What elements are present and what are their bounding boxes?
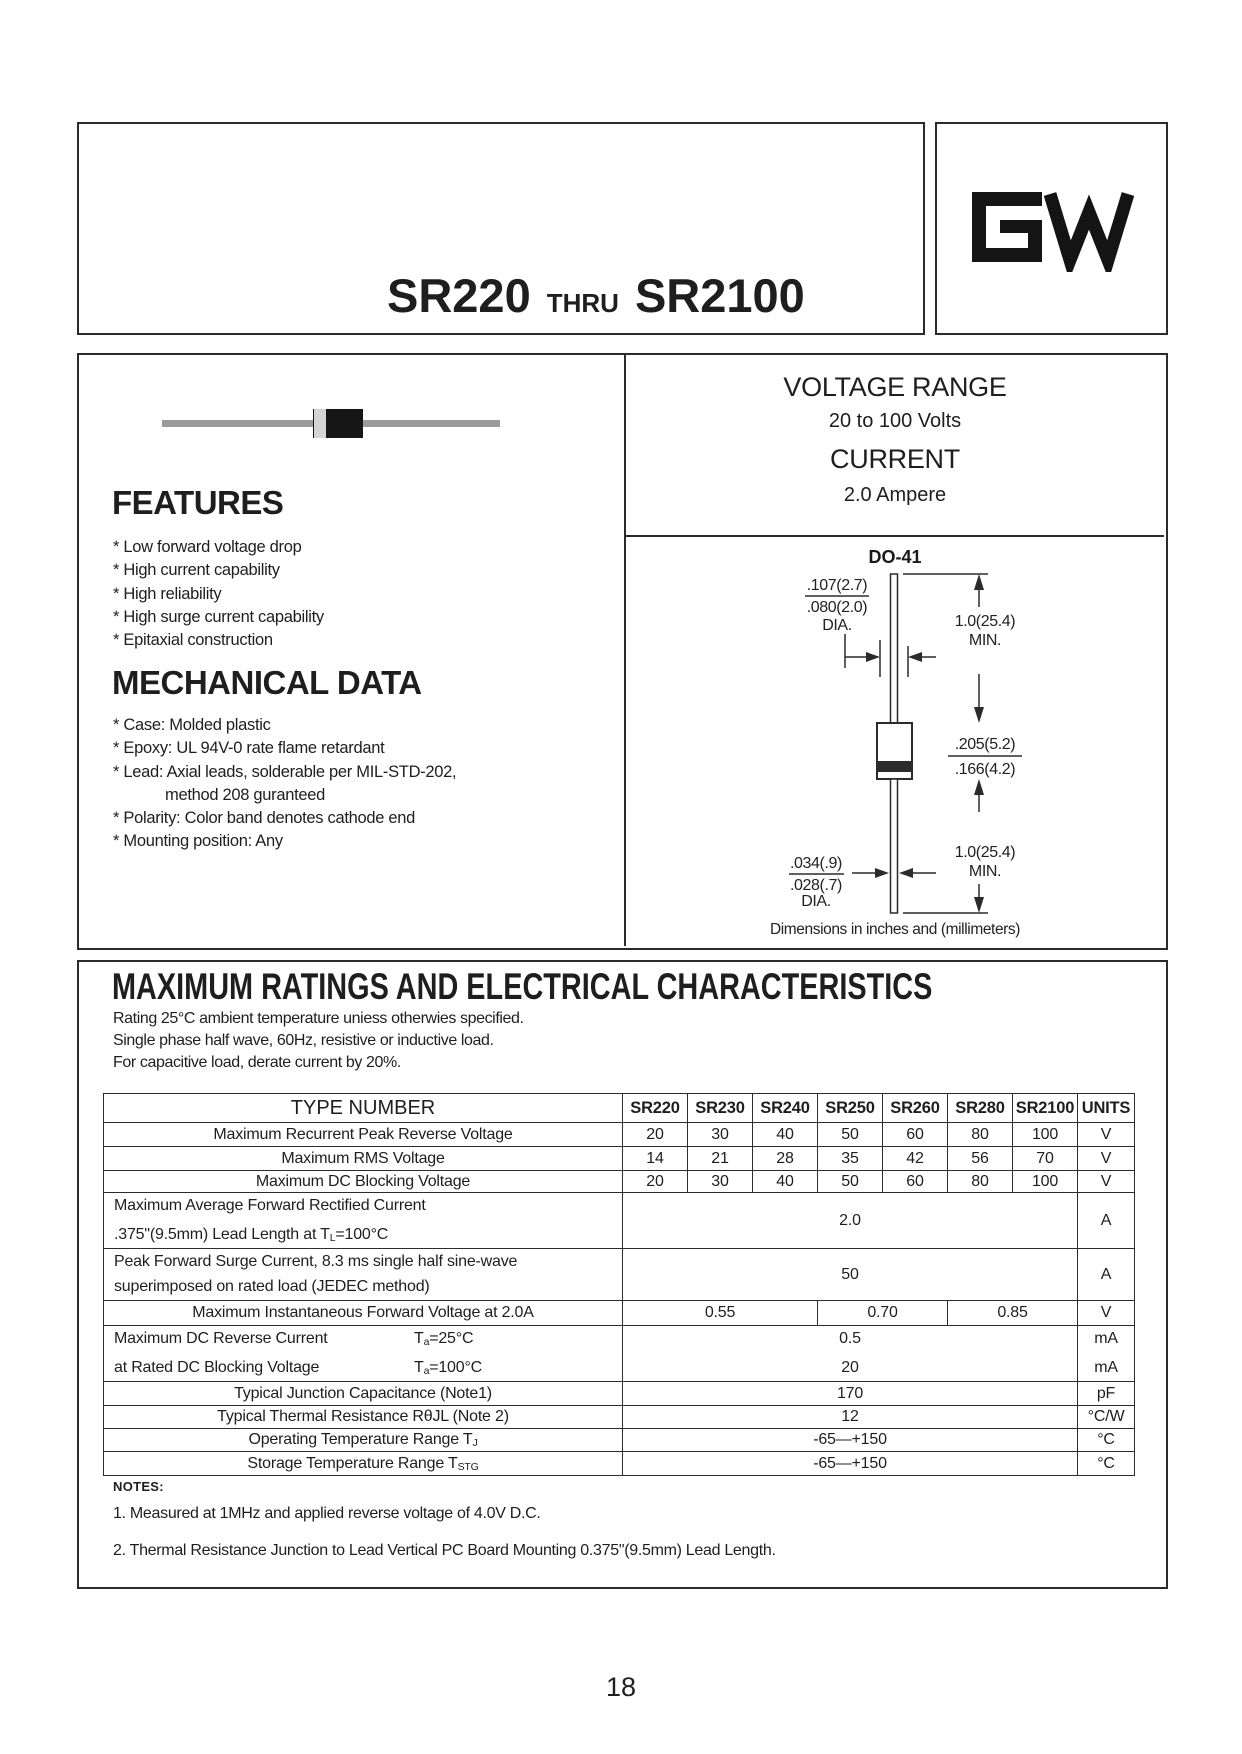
mechanical-item: * Polarity: Color band denotes cathode end — [113, 809, 416, 828]
spec-horizontal-divider — [626, 535, 1164, 537]
diagram-top-lead — [891, 574, 898, 723]
title-part-left: SR220 — [387, 269, 531, 322]
mechanical-item: * Epoxy: UL 94V-0 rate flame retardant — [113, 739, 385, 758]
feature-item: * High reliability — [113, 584, 222, 603]
table-row — [104, 1326, 1135, 1382]
unit-cell: A — [1078, 1193, 1135, 1249]
row-label: Maximum Average Forward Rectified Current .375"(9.5mm) Lead Length at TL=100°C — [104, 1193, 623, 1249]
value-cell: 35 — [818, 1147, 883, 1171]
mechanical-item: * Case: Molded plastic — [113, 716, 271, 734]
unit-cell: A — [1078, 1249, 1135, 1301]
value-cell: 0.55 — [623, 1301, 818, 1326]
feature-item: * High current capability — [113, 561, 280, 580]
value-cell: 0.5 20 — [623, 1326, 1078, 1382]
row-label: Typical Junction Capacitance (Note1) — [104, 1382, 623, 1406]
mechanical-heading: MECHANICAL DATA — [112, 664, 422, 701]
title-thru-label: THRU — [546, 288, 619, 318]
ratings-table — [103, 1093, 1135, 1476]
gw-logo-icon — [952, 172, 1137, 272]
value-cell: 12 — [623, 1406, 1078, 1429]
value-cell: 20 — [623, 1171, 688, 1193]
value-cell: 70 — [1013, 1147, 1078, 1171]
table-row — [104, 1452, 1135, 1476]
value-cell: 30 — [688, 1171, 753, 1193]
value-cell: 30 — [688, 1123, 753, 1147]
body-length-min: .166(4.2) — [954, 761, 1016, 778]
rating-conditions — [113, 1008, 524, 1074]
value-cell: 20 — [623, 1123, 688, 1147]
value-cell: 0.85 — [948, 1301, 1078, 1326]
table-row — [104, 1301, 1135, 1326]
value-cell: 100 — [1013, 1171, 1078, 1193]
top-lead-diameter-min: .080(2.0) — [806, 599, 868, 616]
table-row — [104, 1249, 1135, 1301]
mechanical-list — [113, 714, 456, 854]
row-label: Storage Temperature Range TSTG — [104, 1452, 623, 1476]
value-cell: 21 — [688, 1147, 753, 1171]
table-row — [104, 1382, 1135, 1406]
value-cell: 60 — [883, 1123, 948, 1147]
column-header: SR240 — [753, 1094, 818, 1123]
unit-cell: °C — [1078, 1452, 1135, 1476]
value-cell: 28 — [753, 1147, 818, 1171]
value-cell: 60 — [883, 1171, 948, 1193]
mechanical-item: * Mounting position: Any — [113, 832, 283, 851]
lower-lead-length-value: 1.0(25.4) — [954, 844, 1016, 861]
condition-line: For capacitive load, derate current by 20%. — [113, 1054, 401, 1071]
notes-heading: NOTES: — [113, 1479, 164, 1494]
table-row — [104, 1147, 1135, 1171]
unit-cell: pF — [1078, 1382, 1135, 1406]
ratings-heading: MAXIMUM RATINGS AND ELECTRICAL CHARACTERISTICS — [112, 966, 933, 1007]
row-label: Peak Forward Surge Current, 8.3 ms single half sine-wave superimposed on rated load (JEDEC method) — [104, 1249, 623, 1301]
unit-cell: V — [1078, 1171, 1135, 1193]
title-box — [77, 122, 925, 335]
table-row — [104, 1123, 1135, 1147]
table-row — [104, 1193, 1135, 1249]
feature-item: * Epitaxial construction — [113, 631, 273, 650]
row-label: Typical Thermal Resistance RθJL (Note 2) — [104, 1406, 623, 1429]
row-label: Operating Temperature Range TJ — [104, 1429, 623, 1452]
note-item: 1. Measured at 1MHz and applied reverse voltage of 4.0V D.C. — [113, 1505, 541, 1522]
value-cell: 50 — [818, 1171, 883, 1193]
value-cell: 50 — [623, 1249, 1078, 1301]
value-cell: 170 — [623, 1382, 1078, 1406]
condition-line: Single phase half wave, 60Hz, resistive or inductive load. — [113, 1032, 494, 1049]
feature-item: * Low forward voltage drop — [113, 538, 302, 556]
package-diagram — [625, 540, 1170, 945]
unit-cell: V — [1078, 1301, 1135, 1326]
product-title — [387, 268, 805, 323]
table-row — [104, 1171, 1135, 1193]
row-label: Maximum Recurrent Peak Reverse Voltage — [104, 1123, 623, 1147]
feature-item: * High surge current capability — [113, 607, 324, 626]
row-label: Maximum Instantaneous Forward Voltage at 2.0A — [104, 1301, 623, 1326]
units-header: UNITS — [1078, 1094, 1135, 1123]
bottom-lead-diameter-max: .034(.9) — [790, 855, 842, 872]
voltage-range-value: 20 to 100 Volts — [828, 410, 962, 432]
voltage-range-label: VOLTAGE RANGE — [783, 372, 1007, 402]
current-label: CURRENT — [830, 444, 960, 474]
unit-cell: mA mA — [1078, 1326, 1135, 1382]
mechanical-item: * Lead: Axial leads, solderable per MIL-STD-202, — [113, 762, 457, 781]
table-corner-header: TYPE NUMBER — [104, 1094, 623, 1123]
unit-cell: °C — [1078, 1429, 1135, 1452]
row-label: Maximum DC Blocking Voltage — [104, 1171, 623, 1193]
table-row — [104, 1429, 1135, 1452]
current-value: 2.0 Ampere — [843, 484, 947, 506]
value-cell: 80 — [948, 1123, 1013, 1147]
column-header: SR220 — [623, 1094, 688, 1123]
column-header: SR2100 — [1013, 1094, 1078, 1123]
diagram-cathode-band — [877, 761, 912, 772]
value-cell: 56 — [948, 1147, 1013, 1171]
bottom-lead-diameter-suffix: DIA. — [801, 893, 831, 910]
features-list — [113, 536, 324, 652]
logo-box — [935, 122, 1168, 335]
features-heading: FEATURES — [112, 484, 284, 521]
top-lead-diameter-max: .107(2.7) — [806, 577, 868, 594]
value-cell: 40 — [753, 1171, 818, 1193]
value-cell: -65—+150 — [623, 1452, 1078, 1476]
bottom-lead-diameter-min: .028(.7) — [790, 877, 842, 894]
value-cell: 100 — [1013, 1123, 1078, 1147]
top-lead-diameter-suffix: DIA. — [822, 617, 852, 634]
title-part-right: SR2100 — [634, 269, 805, 322]
table-row — [104, 1406, 1135, 1429]
value-cell: 42 — [883, 1147, 948, 1171]
value-cell: 50 — [818, 1123, 883, 1147]
value-cell: 80 — [948, 1171, 1013, 1193]
value-cell: 40 — [753, 1123, 818, 1147]
condition-line: Rating 25°C ambient temperature uniess otherwies specified. — [113, 1010, 524, 1027]
note-item: 2. Thermal Resistance Junction to Lead Vertical PC Board Mounting 0.375"(9.5mm) Lead Length. — [113, 1542, 776, 1559]
unit-cell: V — [1078, 1123, 1135, 1147]
diagram-caption: Dimensions in inches and (millimeters) — [769, 921, 1021, 938]
row-label: Maximum RMS Voltage — [104, 1147, 623, 1171]
column-header: SR230 — [688, 1094, 753, 1123]
package-name: DO-41 — [868, 547, 922, 567]
value-cell: 2.0 — [623, 1193, 1078, 1249]
unit-cell: V — [1078, 1147, 1135, 1171]
column-header: SR250 — [818, 1094, 883, 1123]
upper-lead-length-qualifier: MIN. — [968, 632, 1002, 649]
diagram-bottom-lead — [891, 779, 898, 913]
diode-cathode-band — [314, 409, 326, 438]
row-label: Maximum DC Reverse Current Ta=25°C at Rated DC Blocking Voltage Ta=100°C — [104, 1326, 623, 1382]
value-cell: -65—+150 — [623, 1429, 1078, 1452]
value-cell: 14 — [623, 1147, 688, 1171]
column-header: SR260 — [883, 1094, 948, 1123]
column-header: SR280 — [948, 1094, 1013, 1123]
unit-cell: °C/W — [1078, 1406, 1135, 1429]
lower-lead-length-qualifier: MIN. — [968, 863, 1002, 880]
page-number: 18 — [605, 1672, 637, 1702]
upper-lead-length-value: 1.0(25.4) — [954, 613, 1016, 630]
mechanical-item-continuation: method 208 guranteed — [165, 785, 326, 804]
body-length-max: .205(5.2) — [954, 736, 1016, 753]
value-cell: 0.70 — [818, 1301, 948, 1326]
